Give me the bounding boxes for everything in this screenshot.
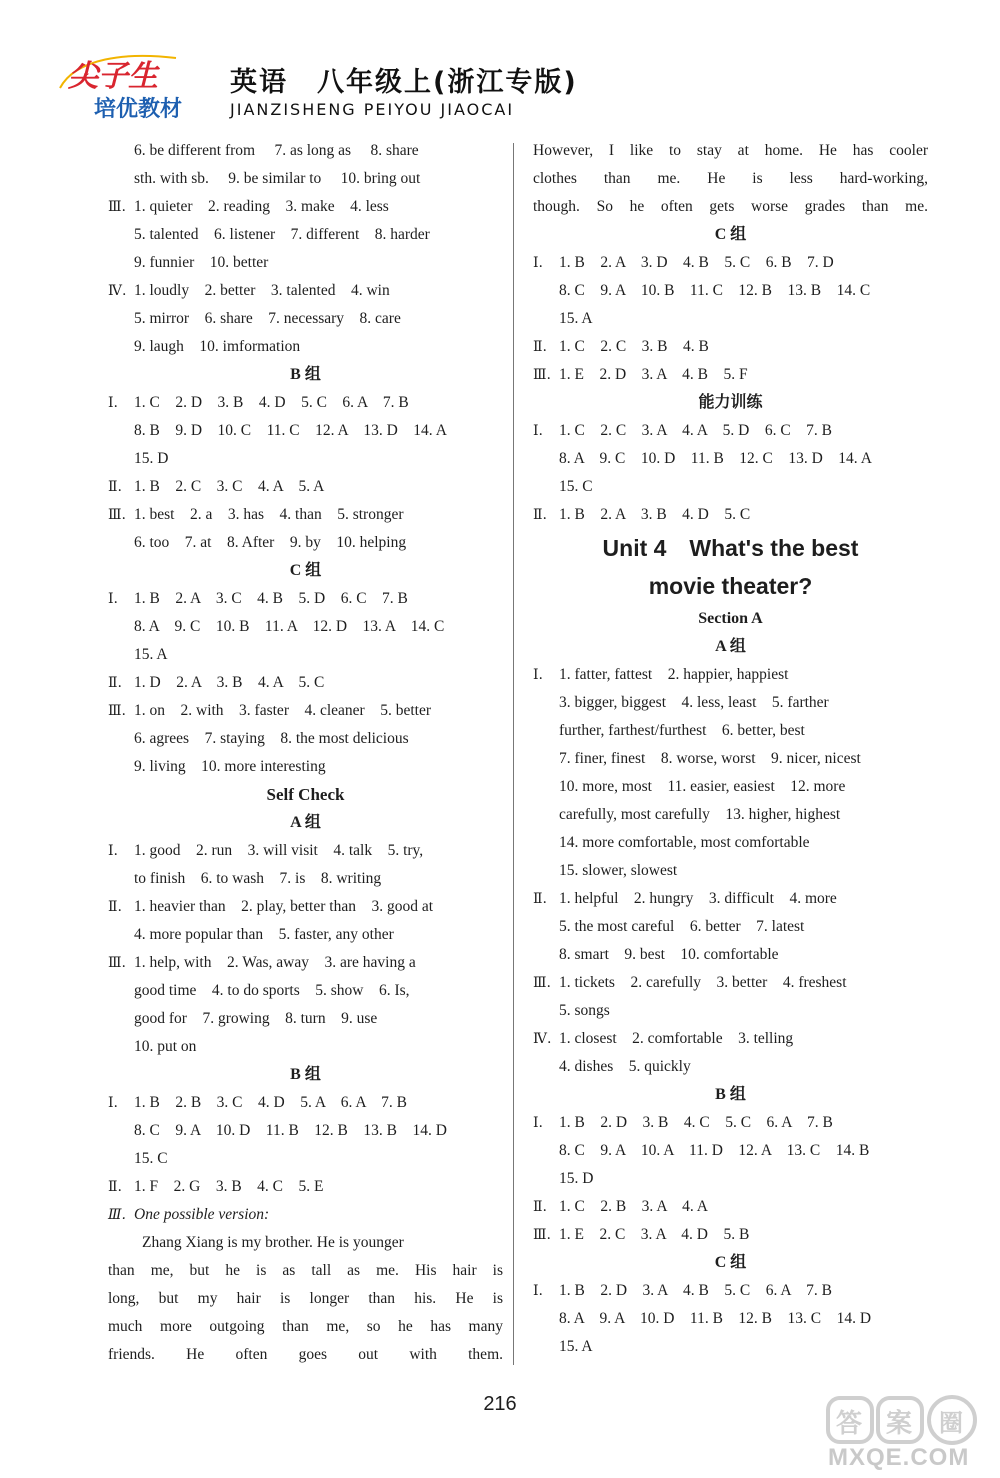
question-number: Ⅲ. [108, 507, 126, 523]
answer-line [108, 1033, 503, 1061]
answer-line [533, 1165, 928, 1193]
answer-line [533, 661, 928, 689]
answer-line [108, 893, 503, 921]
answer-text: 9. living 10. more interesting [134, 758, 326, 775]
question-number: Ⅲ. [108, 703, 126, 719]
answer-line [533, 501, 928, 529]
answer-line [533, 717, 928, 745]
answer-line [108, 333, 503, 361]
answer-text: 9. laugh 10. imformation [134, 338, 301, 355]
answer-line [108, 949, 503, 977]
answer-line [108, 445, 503, 473]
svg-text:圈: 圈 [939, 1409, 963, 1437]
answer-line [533, 1109, 928, 1137]
answer-line [108, 669, 503, 697]
answer-text: 15. D [559, 1170, 594, 1187]
answer-text: One possible version: [134, 1206, 270, 1223]
answer-line [108, 389, 503, 417]
answer-text: 1. loudly 2. better 3. talented 4. win [134, 282, 390, 299]
answer-line [533, 445, 928, 473]
answer-text: further, farthest/furthest 6. better, best [559, 722, 805, 739]
answer-text: 1. E 2. C 3. A 4. D 5. B [559, 1226, 750, 1243]
answer-text: clothes than me. He is less hard-working, [533, 170, 928, 187]
answer-line [533, 305, 928, 333]
answer-line [108, 473, 503, 501]
answer-line [533, 829, 928, 857]
answer-line [108, 641, 503, 669]
answer-text: 8. smart 9. best 10. comfortable [559, 946, 779, 963]
answer-text: than me, but he is as tall as me. His hair is [108, 1262, 503, 1279]
answer-line [108, 753, 503, 781]
answer-text: 15. A [559, 1338, 593, 1355]
answer-text: carefully, most carefully 13. higher, highest [559, 806, 841, 823]
question-number: Ⅰ. [533, 1115, 543, 1131]
answer-line [108, 1285, 503, 1313]
section-heading [108, 809, 503, 837]
question-number: Ⅰ. [108, 591, 118, 607]
book-title: 英语 八年级上(浙江专版) [230, 67, 578, 98]
answer-text: 5. talented 6. listener 7. different 8. harder [134, 226, 430, 243]
answer-line [108, 221, 503, 249]
answer-text: Section A [698, 610, 763, 627]
page-number: 216 [483, 1393, 517, 1415]
answer-line [108, 277, 503, 305]
answer-text: 1. D 2. A 3. B 4. A 5. C [134, 674, 325, 691]
answer-text: 6. be different from 7. as long as 8. share [134, 142, 419, 159]
answer-text: 3. bigger, biggest 4. less, least 5. farther [559, 694, 829, 711]
answer-text: B 组 [290, 1066, 321, 1083]
answer-text: good time 4. to do sports 5. show 6. Is, [134, 982, 410, 999]
answer-line [108, 1117, 503, 1145]
answer-text: 1. tickets 2. carefully 3. better 4. freshest [559, 974, 847, 991]
section-heading [533, 221, 928, 249]
answer-text: 15. slower, slowest [559, 862, 678, 879]
question-number: Ⅱ. [108, 1179, 122, 1195]
column-divider [513, 143, 514, 1365]
unit-title-line [533, 567, 928, 605]
answer-line [108, 1005, 503, 1033]
answer-text: 15. D [134, 450, 169, 467]
answer-text: 1. B 2. A 3. C 4. B 5. D 6. C 7. B [134, 590, 408, 607]
answer-text: 1. B 2. B 3. C 4. D 5. A 6. A 7. B [134, 1094, 408, 1111]
answer-line [533, 473, 928, 501]
question-number: Ⅲ. [108, 1207, 126, 1223]
question-number: Ⅱ. [108, 479, 122, 495]
answer-text: However, I like to stay at home. He has cooler [533, 142, 928, 159]
left-column [108, 137, 503, 1369]
answer-text: Self Check [266, 785, 345, 804]
section-heading [108, 781, 503, 809]
answer-line [108, 613, 503, 641]
answer-line [533, 137, 928, 165]
section-heading [108, 557, 503, 585]
section-heading [533, 1249, 928, 1277]
answer-line [108, 305, 503, 333]
answer-line [533, 941, 928, 969]
answer-line [108, 1201, 503, 1229]
answer-text: friends. He often goes out with them. [108, 1346, 503, 1363]
answer-text: 1. E 2. D 3. A 4. B 5. F [559, 366, 748, 383]
answer-text: 4. dishes 5. quickly [559, 1058, 691, 1075]
answer-text: 1. B 2. A 3. B 4. D 5. C [559, 506, 751, 523]
answer-text: though. So he often gets worse grades than me. [533, 198, 928, 215]
question-number: Ⅰ. [533, 667, 543, 683]
answer-text: 7. finer, finest 8. worse, worst 9. nicer, nicest [559, 750, 861, 767]
publisher-logo [56, 48, 221, 126]
right-column [533, 137, 928, 1361]
answer-text: 5. songs [559, 1002, 610, 1019]
answer-line [108, 1313, 503, 1341]
answer-line [533, 689, 928, 717]
answer-line [533, 969, 928, 997]
answer-line [108, 1173, 503, 1201]
question-number: Ⅰ. [533, 255, 543, 271]
answer-line [533, 193, 928, 221]
answer-text: 10. more, most 11. easier, easiest 12. more [559, 778, 846, 795]
answer-text: 8. A 9. A 10. D 11. B 12. B 13. C 14. D [559, 1310, 872, 1327]
answer-line [533, 1277, 928, 1305]
watermark-url: MXQE.COM [828, 1444, 970, 1471]
answer-text: 1. quieter 2. reading 3. make 4. less [134, 198, 389, 215]
section-heading [108, 361, 503, 389]
answer-text: 14. more comfortable, most comfortable [559, 834, 810, 851]
question-number: Ⅲ. [108, 199, 126, 215]
answer-line [533, 913, 928, 941]
answer-line [533, 277, 928, 305]
answer-line [533, 1221, 928, 1249]
answer-text: 1. best 2. a 3. has 4. than 5. stronger [134, 506, 404, 523]
answer-text: 1. help, with 2. Was, away 3. are having a [134, 954, 416, 971]
answer-line [108, 837, 503, 865]
answer-text: 1. B 2. A 3. D 4. B 5. C 6. B 7. D [559, 254, 834, 271]
question-number: Ⅲ. [533, 1227, 551, 1243]
answer-line [108, 165, 503, 193]
answer-line [533, 745, 928, 773]
answer-text: movie theater? [648, 573, 813, 599]
unit-title-line [533, 529, 928, 567]
answer-text: 1. heavier than 2. play, better than 3. good at [134, 898, 434, 915]
question-number: Ⅱ. [108, 899, 122, 915]
answer-text: 15. C [134, 1150, 168, 1167]
answer-text: 8. C 9. A 10. A 11. D 12. A 13. C 14. B [559, 1142, 870, 1159]
answer-line [533, 885, 928, 913]
answer-line [533, 773, 928, 801]
answer-line [533, 857, 928, 885]
answer-text: A 组 [715, 638, 746, 655]
answer-text: 5. mirror 6. share 7. necessary 8. care [134, 310, 401, 327]
section-heading [533, 605, 928, 633]
answer-text: 6. too 7. at 8. After 9. by 10. helping [134, 534, 407, 551]
answer-text: 1. C 2. B 3. A 4. A [559, 1198, 708, 1215]
answer-line [533, 801, 928, 829]
answer-text: much more outgoing than me, so he has many [108, 1318, 503, 1335]
svg-text:案: 案 [886, 1409, 913, 1439]
answer-line [108, 137, 503, 165]
answer-line [108, 529, 503, 557]
answer-text: 8. B 9. D 10. C 11. C 12. A 13. D 14. A [134, 422, 447, 439]
answer-text: 15. A [134, 646, 168, 663]
answer-line [108, 697, 503, 725]
answer-text: 1. C 2. C 3. A 4. A 5. D 6. C 7. B [559, 422, 833, 439]
answer-text: C 组 [289, 562, 322, 579]
answer-text: 1. B 2. C 3. C 4. A 5. A [134, 478, 325, 495]
answer-text: 1. good 2. run 3. will visit 4. talk 5. try, [134, 842, 424, 859]
answer-text: 1. F 2. G 3. B 4. C 5. E [134, 1178, 324, 1195]
answer-text: 1. helpful 2. hungry 3. difficult 4. more [559, 890, 837, 907]
book-subtitle: JIANZISHENG PEIYOU JIAOCAI [230, 100, 515, 119]
answer-text: A 组 [290, 814, 321, 831]
answer-line [108, 725, 503, 753]
answer-text: C 组 [714, 1254, 747, 1271]
answer-line [108, 501, 503, 529]
answer-text: B 组 [715, 1086, 746, 1103]
answer-line [533, 165, 928, 193]
answer-line [533, 361, 928, 389]
answer-text: sth. with sb. 9. be similar to 10. bring out [134, 170, 421, 187]
answer-text: 6. agrees 7. staying 8. the most delicious [134, 730, 409, 747]
answer-line [108, 1089, 503, 1117]
section-heading [533, 389, 928, 417]
answer-text: long, but my hair is longer than his. He is [108, 1290, 503, 1307]
answer-text: 9. funnier 10. better [134, 254, 269, 271]
answer-line [108, 977, 503, 1005]
answer-line [533, 1333, 928, 1361]
answer-line [108, 921, 503, 949]
section-heading [108, 1061, 503, 1089]
answer-line [108, 1341, 503, 1369]
answer-text: 8. A 9. C 10. B 11. A 12. D 13. A 14. C [134, 618, 445, 635]
question-number: Ⅰ. [108, 843, 118, 859]
answer-text: 1. C 2. D 3. B 4. D 5. C 6. A 7. B [134, 394, 409, 411]
question-number: Ⅰ. [533, 1283, 543, 1299]
answer-text: 1. C 2. C 3. B 4. B [559, 338, 709, 355]
answer-text: 4. more popular than 5. faster, any other [134, 926, 394, 943]
answer-text: 15. C [559, 478, 593, 495]
question-number: Ⅱ. [533, 339, 547, 355]
answer-text: 5. the most careful 6. better 7. latest [559, 918, 805, 935]
answer-line [108, 1257, 503, 1285]
answer-text: 15. A [559, 310, 593, 327]
question-number: Ⅰ. [108, 1095, 118, 1111]
answer-text: 能力训练 [698, 394, 763, 411]
answer-text: 8. A 9. C 10. D 11. B 12. C 13. D 14. A [559, 450, 872, 467]
question-number: Ⅳ. [108, 283, 127, 299]
answer-line [533, 1025, 928, 1053]
section-heading [533, 1081, 928, 1109]
answer-text: 1. closest 2. comfortable 3. telling [559, 1030, 794, 1047]
answer-text: 1. fatter, fattest 2. happier, happiest [559, 666, 789, 683]
answer-line [108, 1229, 503, 1257]
question-number: Ⅲ. [533, 367, 551, 383]
answer-text: good for 7. growing 8. turn 9. use [134, 1010, 378, 1027]
question-number: Ⅲ. [533, 975, 551, 991]
question-number: Ⅲ. [108, 955, 126, 971]
answer-text: Unit 4 What's the best [602, 535, 859, 561]
answer-text: to finish 6. to wash 7. is 8. writing [134, 870, 382, 887]
answer-text: 8. C 9. A 10. D 11. B 12. B 13. B 14. D [134, 1122, 447, 1139]
answer-line [108, 1145, 503, 1173]
answer-line [533, 333, 928, 361]
question-number: Ⅱ. [108, 675, 122, 691]
question-number: Ⅱ. [533, 891, 547, 907]
svg-text:尖子生: 尖子生 [68, 59, 158, 94]
answer-text: 1. B 2. D 3. B 4. C 5. C 6. A 7. B [559, 1114, 833, 1131]
answer-text: B 组 [290, 366, 321, 383]
answer-text: C 组 [714, 226, 747, 243]
svg-text:答: 答 [836, 1409, 863, 1439]
answer-line [108, 417, 503, 445]
answer-text: 1. B 2. D 3. A 4. B 5. C 6. A 7. B [559, 1282, 833, 1299]
answer-line [533, 1305, 928, 1333]
answer-line [533, 249, 928, 277]
question-number: Ⅳ. [533, 1031, 552, 1047]
answer-line [108, 585, 503, 613]
answer-line [533, 417, 928, 445]
answer-text: Zhang Xiang is my brother. He is younger [142, 1234, 404, 1251]
question-number: Ⅰ. [533, 423, 543, 439]
answer-text: 8. C 9. A 10. B 11. C 12. B 13. B 14. C [559, 282, 871, 299]
answer-line [533, 1053, 928, 1081]
question-number: Ⅱ. [533, 1199, 547, 1215]
answer-line [533, 997, 928, 1025]
question-number: Ⅱ. [533, 507, 547, 523]
svg-text:培优教材: 培优教材 [94, 97, 183, 122]
answer-line [108, 865, 503, 893]
question-number: Ⅰ. [108, 395, 118, 411]
answer-text: 10. put on [134, 1038, 197, 1055]
section-heading [533, 633, 928, 661]
answer-line [108, 249, 503, 277]
answer-line [108, 193, 503, 221]
answer-text: 1. on 2. with 3. faster 4. cleaner 5. better [134, 702, 431, 719]
answer-line [533, 1193, 928, 1221]
answer-line [533, 1137, 928, 1165]
